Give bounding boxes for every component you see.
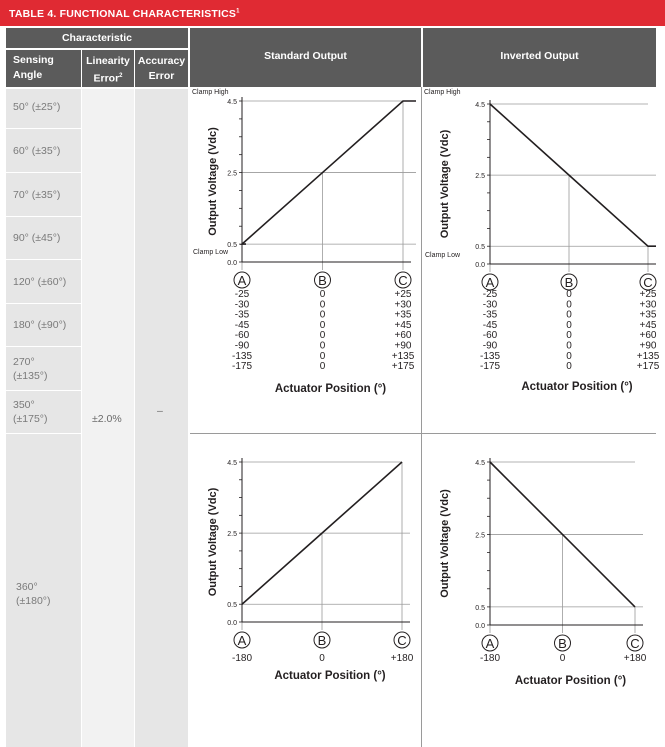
position-value: +35 xyxy=(639,309,657,321)
position-value: +90 xyxy=(639,340,657,352)
x-axis-title: Actuator Position (°) xyxy=(274,383,387,395)
x-axis-title: Actuator Position (°) xyxy=(521,381,633,393)
row-divider xyxy=(6,390,81,391)
position-value: +135 xyxy=(391,350,415,362)
position-value: +30 xyxy=(639,299,657,311)
x-axis-title: Actuator Position (°) xyxy=(274,670,386,682)
y-tick-label: 4.5 xyxy=(227,460,237,467)
position-marker-label: C xyxy=(643,275,653,290)
y-tick-label: 4.5 xyxy=(227,99,237,106)
clamp-low-label: Clamp Low xyxy=(425,252,461,260)
y-tick-label: 4.5 xyxy=(475,102,485,109)
standard-output-label: Standard Output xyxy=(264,50,347,62)
y-tick-label: 2.5 xyxy=(475,173,485,181)
sensing-angle-70: 70° (±35°) xyxy=(13,189,61,201)
linearity-label-2-text: Error xyxy=(93,72,120,85)
y-tick-label: 0.5 xyxy=(227,602,237,610)
title-footnote: 1 xyxy=(236,8,240,15)
position-value: +175 xyxy=(636,361,660,373)
characteristic-label: Characteristic xyxy=(61,32,133,44)
position-value: +30 xyxy=(394,299,412,311)
position-marker-label: A xyxy=(485,636,495,651)
position-value: 0 xyxy=(319,309,326,321)
linearity-label-1: Linearity xyxy=(86,55,130,67)
y-tick-label: 0.0 xyxy=(227,620,237,627)
sensing-angle-360-sub: (±180°) xyxy=(16,595,51,607)
position-value: 0 xyxy=(566,319,572,331)
sensing-angle-180: 180° (±90°) xyxy=(13,319,67,331)
y-tick-label: 0.5 xyxy=(475,244,485,252)
position-value: 0 xyxy=(566,350,572,362)
table-title xyxy=(9,8,240,20)
chart-standard-360 xyxy=(190,434,421,747)
row-divider xyxy=(6,172,81,173)
y-tick-label: 2.5 xyxy=(227,531,237,539)
sensing-angle-360: 360° xyxy=(16,581,38,593)
position-value: -135 xyxy=(231,350,253,362)
position-value: -60 xyxy=(482,330,498,342)
sensing-angle-120: 120° (±60°) xyxy=(13,276,67,288)
position-marker-label: C xyxy=(398,273,408,288)
sensing-angle-270: 270° xyxy=(13,356,35,368)
linearity-value: ±2.0% xyxy=(92,413,122,425)
position-value: -175 xyxy=(479,361,501,373)
position-value: +180 xyxy=(623,653,647,664)
position-value: -90 xyxy=(234,340,250,352)
position-value: -45 xyxy=(234,319,250,331)
position-marker-label: B xyxy=(318,273,327,288)
position-value: 0 xyxy=(566,330,572,342)
position-value: -35 xyxy=(482,309,498,321)
clamp-high-label: Clamp High xyxy=(424,89,461,96)
position-marker-label: B xyxy=(317,633,327,648)
position-value: 0 xyxy=(319,299,326,311)
position-marker-label: B xyxy=(564,275,574,290)
position-value: +90 xyxy=(394,340,412,352)
accuracy-label-1: Accuracy xyxy=(137,55,186,67)
position-value: +180 xyxy=(390,653,414,664)
sensing-angle-header xyxy=(6,50,81,87)
sensing-angle-60: 60° (±35°) xyxy=(13,145,61,157)
y-axis-title: Output Voltage (Vdc) xyxy=(439,129,451,239)
accuracy-label-2: Error xyxy=(148,70,175,82)
position-value: -60 xyxy=(234,330,250,342)
characteristic-header xyxy=(6,28,188,48)
y-axis-title: Output Voltage (Vdc) xyxy=(207,487,219,597)
position-value: +25 xyxy=(394,289,412,300)
position-value: 0 xyxy=(319,330,326,342)
table-title-text: TABLE 4. FUNCTIONAL CHARACTERISTICS xyxy=(9,8,237,20)
row-divider xyxy=(6,303,81,304)
linearity-header xyxy=(82,50,134,87)
linearity-label-2 xyxy=(82,69,134,86)
position-value: +135 xyxy=(636,350,660,362)
x-axis-title: Actuator Position (°) xyxy=(514,675,627,687)
position-value: +60 xyxy=(639,330,657,342)
chart-standard-clamped xyxy=(190,88,421,433)
inverted-output-header xyxy=(423,28,656,87)
y-tick-label: 4.5 xyxy=(475,460,485,467)
position-value: -30 xyxy=(482,299,498,311)
accuracy-column xyxy=(135,89,188,747)
row-divider xyxy=(6,433,81,434)
y-tick-label: 0.5 xyxy=(227,242,237,250)
chart-inverted-clamped xyxy=(422,88,660,433)
position-value: -180 xyxy=(231,653,253,664)
sensing-angle-90: 90° (±45°) xyxy=(13,232,61,244)
position-value: 0 xyxy=(319,340,326,352)
position-value: 0 xyxy=(559,653,566,664)
position-value: 0 xyxy=(319,319,326,331)
y-tick-label: 2.5 xyxy=(227,170,237,178)
table-title-bar xyxy=(0,0,665,26)
position-marker-label: C xyxy=(630,636,640,651)
position-value: +25 xyxy=(639,289,657,300)
y-tick-label: 0.0 xyxy=(475,623,485,630)
position-marker-label: A xyxy=(485,275,495,290)
accuracy-value: – xyxy=(157,405,163,417)
y-tick-label: 2.5 xyxy=(475,532,485,540)
position-value: 0 xyxy=(319,350,326,362)
clamp-high-label: Clamp High xyxy=(192,89,229,96)
chart-inverted-360 xyxy=(422,434,656,747)
position-value: -45 xyxy=(482,319,498,331)
position-value: 0 xyxy=(566,299,572,311)
position-value: -175 xyxy=(231,361,253,373)
position-value: -35 xyxy=(234,309,250,321)
position-value: +45 xyxy=(639,319,657,331)
position-value: +175 xyxy=(391,361,415,373)
sensing-angle-label-1: Sensing xyxy=(13,54,54,66)
sensing-angle-50: 50° (±25°) xyxy=(13,101,61,113)
row-divider xyxy=(6,216,81,217)
row-divider xyxy=(6,259,81,260)
sensing-angle-350-sub: (±175°) xyxy=(13,413,48,425)
position-value: -90 xyxy=(482,340,498,352)
row-divider xyxy=(6,128,81,129)
position-value: 0 xyxy=(566,340,572,352)
position-value: 0 xyxy=(566,361,572,373)
position-value: -180 xyxy=(479,653,501,664)
position-value: -30 xyxy=(234,299,250,311)
position-value: +35 xyxy=(394,309,412,321)
y-axis-title: Output Voltage (Vdc) xyxy=(207,127,219,236)
position-value: -25 xyxy=(234,289,250,300)
y-tick-label: 0.0 xyxy=(227,260,237,267)
position-value: 0 xyxy=(319,361,326,373)
inverted-output-label: Inverted Output xyxy=(500,50,579,62)
position-marker-label: C xyxy=(397,633,407,648)
y-axis-title: Output Voltage (Vdc) xyxy=(439,489,451,598)
position-value: 0 xyxy=(319,289,326,300)
position-value: -135 xyxy=(479,350,501,362)
standard-output-header xyxy=(190,28,421,87)
position-value: 0 xyxy=(566,309,572,321)
sensing-angle-270-sub: (±135°) xyxy=(13,370,48,382)
position-marker-label: B xyxy=(558,636,567,651)
position-marker-label: A xyxy=(237,633,247,648)
position-value: +45 xyxy=(394,319,412,331)
position-marker-label: A xyxy=(237,273,247,288)
position-value: -25 xyxy=(482,289,498,300)
sensing-angle-label-2: Angle xyxy=(13,69,43,81)
linearity-footnote: 2 xyxy=(119,73,123,79)
position-value: 0 xyxy=(319,653,325,664)
y-tick-label: 0.0 xyxy=(475,262,485,269)
sensing-angle-350: 350° xyxy=(13,399,35,411)
y-tick-label: 0.5 xyxy=(475,604,485,612)
position-value: 0 xyxy=(566,289,572,300)
accuracy-header xyxy=(135,50,188,87)
position-value: +60 xyxy=(394,330,412,342)
clamp-low-label: Clamp Low xyxy=(193,249,229,257)
row-divider xyxy=(6,346,81,347)
